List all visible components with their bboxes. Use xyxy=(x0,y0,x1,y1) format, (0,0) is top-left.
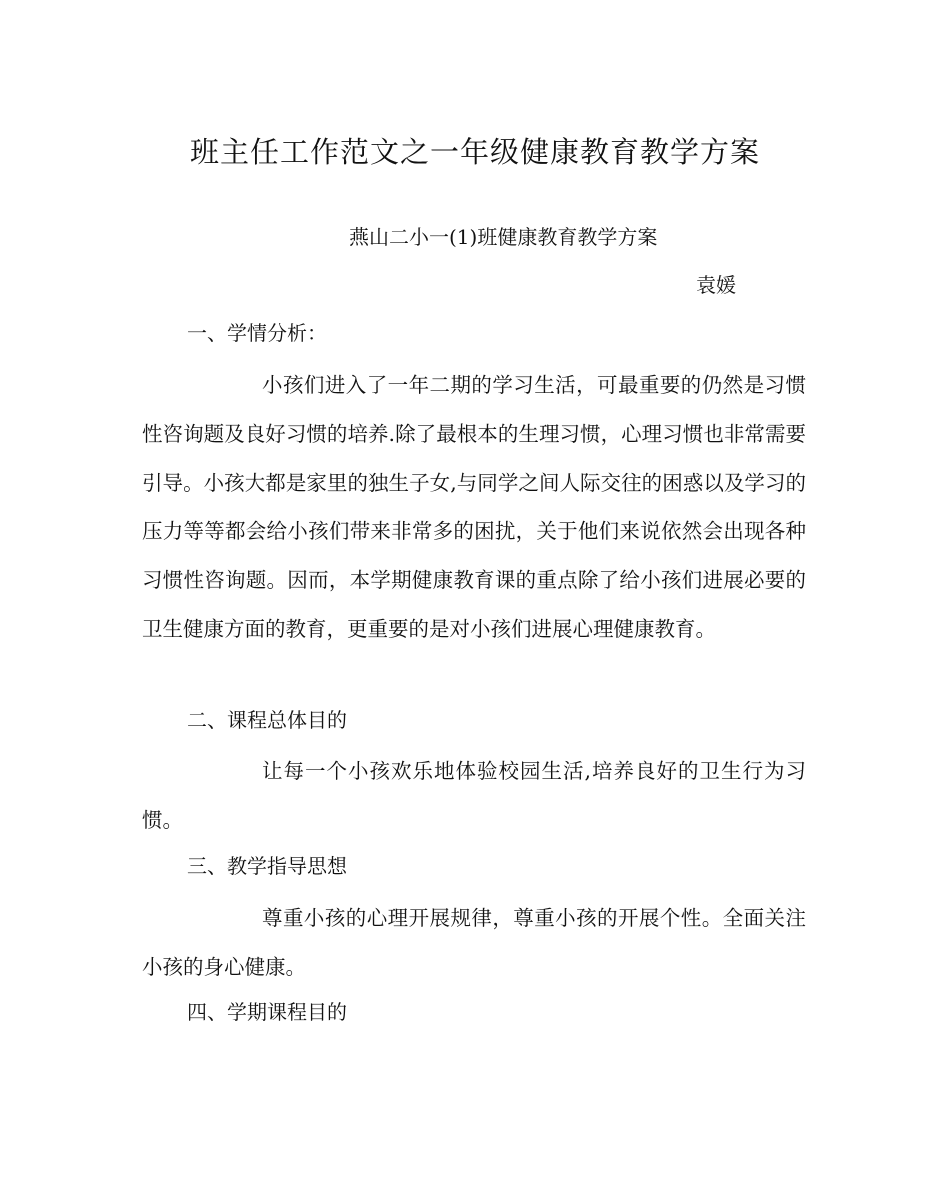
document-author: 袁媛 xyxy=(696,273,736,297)
section-heading-guiding-idea: 三、教学指导思想 xyxy=(187,854,347,878)
section-heading-analysis: 一、学情分析： xyxy=(187,321,327,345)
section-heading-term-goal: 四、学期课程目的 xyxy=(187,1000,347,1024)
section-body-analysis: 小孩们进入了一年二期的学习生活，可最重要的仍然是习惯性咨询题及良好习惯的培养.除了最根本的生理习惯，心理习惯也非常需要引导。小孩大都是家里的独生子女,与同学之间人际交往的困惑以及学习的压力等等都会给小孩们带来非常多的困扰，关于他们来说依然会出现各种习惯性咨询题。因而，本学期健康教育课的重点除了给小孩们进展必要的卫生健康方面的教育，更重要的是对小孩们进展心理健康教育。 xyxy=(142,373,806,641)
section-body-overall-goal: 让每一个小孩欢乐地体验校园生活,培养良好的卫生行为习惯。 xyxy=(142,759,806,832)
section-body-guiding-idea: 尊重小孩的心理开展规律，尊重小孩的开展个性。全面关注小孩的身心健康。 xyxy=(142,906,806,979)
section-heading-overall-goal: 二、课程总体目的 xyxy=(187,708,347,732)
document-title: 班主任工作范文之一年级健康教育教学方案 xyxy=(189,135,760,169)
document-subtitle: 燕山二小一(1)班健康教育教学方案 xyxy=(349,225,658,249)
